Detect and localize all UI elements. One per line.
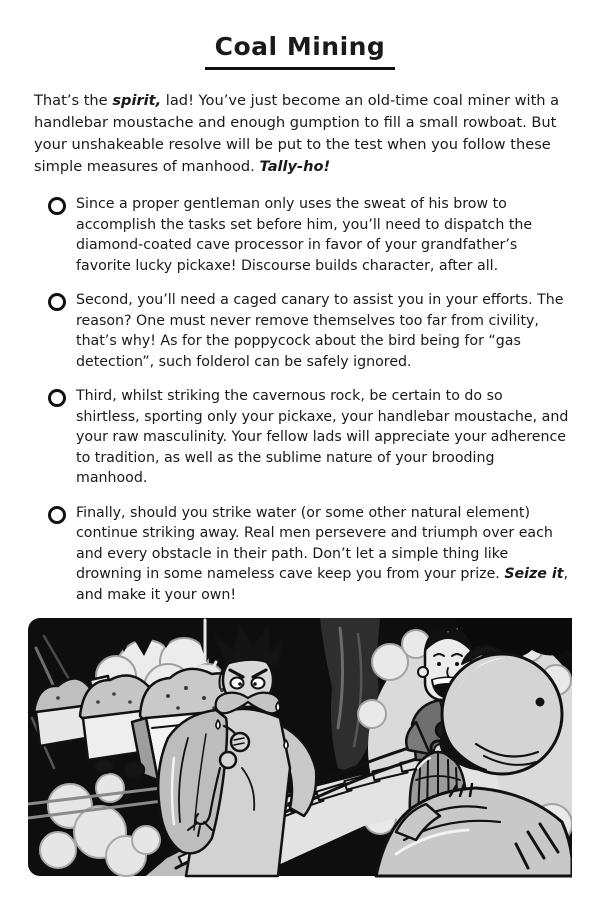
title-area (0, 0, 600, 70)
measures-list (48, 194, 570, 605)
bullet-circle-icon (48, 389, 66, 407)
bullet-text: Finally, should you strike water (or some other natural element) continue striking away. Real men persevere and triumph over each and every obstacle in their path. Don’t let a simple thing like drowning in some nameless cave keep you from your prize. (76, 504, 553, 582)
bullet-circle-icon (48, 293, 66, 311)
bullet-circle-icon (48, 197, 66, 215)
list-item (48, 194, 570, 276)
intro-text: That’s the (34, 92, 113, 109)
intro-emphasis-tally-ho: Tally-ho! (259, 158, 331, 175)
bullet-text: Since a proper gentleman only uses the sweat of his brow to accomplish the tasks set before him, you’ll need to dispatch the diamond-coated cave processor in favor of your grandfather’s favorite lucky pickaxe! Discourse builds character, after all. (76, 196, 533, 274)
intro-text: lad! You’ve just become an old-time coal miner with a handlebar moustache and enough gumption to fill a small rowboat. But your unshakeable resolve will be put to the test when you follow these simple measures of manhood. (34, 92, 560, 175)
bullet-text: Third, whilst striking the cavernous rock, be certain to do so shirtless, sporting only your pickaxe, your handlebar moustache, and your raw masculinity. Your fellow lads will appreciate your adherence to tradition, as well as the sublime nature of your brooding manhood. (76, 388, 569, 486)
list-item (48, 386, 570, 489)
list-item (48, 503, 570, 606)
intro-emphasis-spirit: spirit, (112, 92, 162, 109)
bullet-emphasis-seize-it: Seize it (504, 566, 564, 582)
bullet-text: Second, you’ll need a caged canary to assist you in your efforts. The reason? One must never remove themselves too far from civility, that’s why! As for the poppycock about the bird being for “gas detection”, such folderol can be safely ignored. (76, 292, 564, 370)
bullet-circle-icon (48, 506, 66, 524)
coal-mine-illustration (28, 618, 572, 878)
page-title: Coal Mining (205, 32, 396, 70)
list-item (48, 290, 570, 372)
bullet-text: , and make it your own! (76, 566, 569, 603)
intro-paragraph (34, 90, 568, 178)
